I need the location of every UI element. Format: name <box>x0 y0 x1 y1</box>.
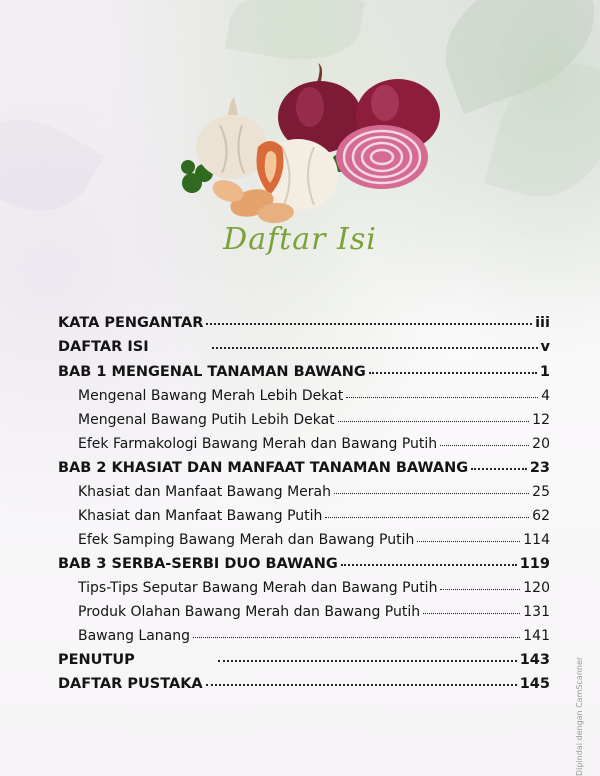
page-heading: Daftar Isi <box>223 222 377 257</box>
toc-dot-leader <box>218 660 517 662</box>
toc-entry-title: BAB 2 KHASIAT DAN MANFAAT TANAMAN BAWANG <box>58 460 469 476</box>
onion-garlic-illustration <box>170 55 450 230</box>
toc-entry-title: Efek Farmakologi Bawang Merah dan Bawang Putih <box>78 436 438 452</box>
toc-page-number: iii <box>535 315 550 331</box>
toc-chapter-entry <box>58 363 550 381</box>
toc-section-entry <box>78 603 550 621</box>
toc-page-number: 1 <box>539 364 550 380</box>
scanner-watermark: Dipindai dengan CamScanner <box>575 656 584 776</box>
toc-page-number: 119 <box>519 556 550 572</box>
toc-dot-leader <box>325 517 529 518</box>
toc-entry-title: BAB 3 SERBA-SERBI DUO BAWANG <box>58 556 338 572</box>
toc-dot-leader <box>212 347 538 349</box>
toc-page-number: 120 <box>523 580 550 596</box>
toc-dot-leader <box>423 613 520 614</box>
toc-dot-leader <box>346 397 538 398</box>
toc-dot-leader <box>440 445 529 446</box>
toc-section-entry <box>78 579 550 597</box>
toc-entry-title: PENUTUP <box>58 652 135 668</box>
toc-page-number: 62 <box>532 508 550 524</box>
toc-section-entry <box>78 387 550 405</box>
toc-page-number: 12 <box>532 412 550 428</box>
toc-page-number: 23 <box>529 460 550 476</box>
toc-chapter-entry <box>58 338 550 356</box>
toc-dot-leader <box>206 684 517 686</box>
toc-page-number: 141 <box>523 628 550 644</box>
toc-page-number: 25 <box>532 484 550 500</box>
toc-entry-title: Produk Olahan Bawang Merah dan Bawang Putih <box>78 604 421 620</box>
toc-chapter-entry <box>58 555 550 573</box>
toc-section-entry <box>78 435 550 453</box>
toc-dot-leader <box>206 323 532 325</box>
toc-section-entry <box>78 627 550 645</box>
toc-entry-title: DAFTAR PUSTAKA <box>58 676 203 692</box>
toc-entry-title: DAFTAR ISI <box>58 339 149 355</box>
toc-dot-leader <box>417 541 520 542</box>
toc-entry-title: Mengenal Bawang Merah Lebih Dekat <box>78 388 344 404</box>
toc-section-entry <box>78 411 550 429</box>
toc-entry-title: Khasiat dan Manfaat Bawang Putih <box>78 508 323 524</box>
toc-dot-leader <box>338 421 530 422</box>
toc-dot-leader <box>334 493 529 494</box>
toc-entry-title: Efek Samping Bawang Merah dan Bawang Putih <box>78 532 415 548</box>
toc-dot-leader <box>369 372 537 374</box>
toc-entry-title: Bawang Lanang <box>78 628 191 644</box>
toc-page-number: 131 <box>523 604 550 620</box>
toc-page-number: 145 <box>519 676 550 692</box>
toc-chapter-entry <box>58 314 550 332</box>
toc-dot-leader <box>341 564 517 566</box>
toc-dot-leader <box>440 589 520 590</box>
toc-dot-leader <box>193 637 520 638</box>
toc-chapter-entry <box>58 675 550 693</box>
toc-section-entry <box>78 531 550 549</box>
background-leaf <box>0 96 104 234</box>
toc-page-number: 4 <box>541 388 550 404</box>
toc-chapter-entry <box>58 651 550 669</box>
toc-entry-title: BAB 1 MENGENAL TANAMAN BAWANG <box>58 364 366 380</box>
toc-chapter-entry <box>58 459 550 477</box>
toc-entry-title: Tips-Tips Seputar Bawang Merah dan Bawang Putih <box>78 580 438 596</box>
toc-page-number: 20 <box>532 436 550 452</box>
toc-entry-title: KATA PENGANTAR <box>58 315 204 331</box>
toc-entry-title: Mengenal Bawang Putih Lebih Dekat <box>78 412 335 428</box>
toc-page-number: 114 <box>523 532 550 548</box>
toc-page-number: v <box>540 339 550 355</box>
red-onion-slice-icon <box>336 125 428 189</box>
toc-section-entry <box>78 483 550 501</box>
toc-page-number: 143 <box>519 652 550 668</box>
toc-entry-title: Khasiat dan Manfaat Bawang Merah <box>78 484 332 500</box>
toc-dot-leader <box>471 468 527 470</box>
toc-section-entry <box>78 507 550 525</box>
